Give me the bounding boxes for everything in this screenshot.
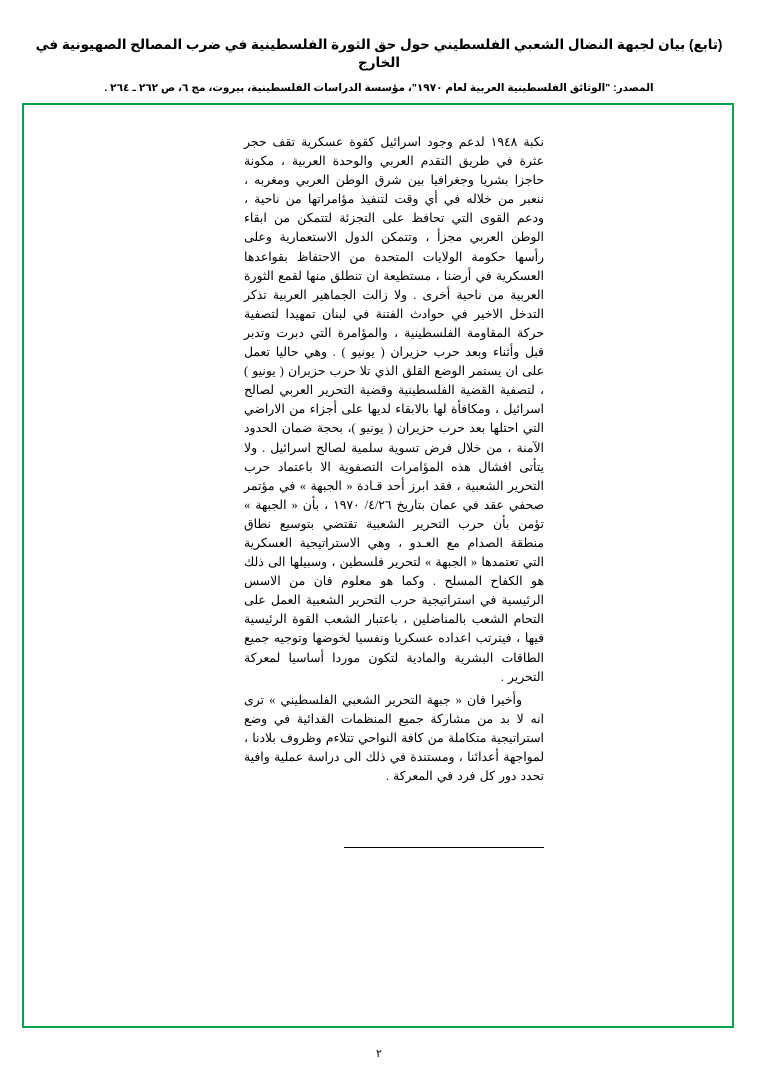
body-paragraph-2: وأخيرا فان « جبهة التحرير الشعبي الفلسطيني » ترى انه لا بد من مشاركة جميع المنظمات الفدائية في وضع استراتيجية متكاملة من كافة النواحي تتلاءم وظروف بلادنا ، لمواجهة أعدائنا ، ومستندة في ذلك الى دراسة عملية وافية تحدد دور كل فرد في المعركة .	[244, 692, 544, 784]
document-body	[244, 133, 544, 786]
horizontal-rule	[344, 847, 544, 848]
page-title: (تابع) بيان لجبهة النضال الشعبي الفلسطيني حول حق الثورة الفلسطينية في ضرب المصالح الصهيونية في الخارج	[35, 37, 723, 70]
page-number: ٢	[376, 1048, 382, 1060]
document-source-line: المصدر: "الوثائق الفلسطينية العربية لعام ١٩٧٠"، مؤسسة الدراسات الفلسطينية، بيروت، مج ٦، ص ٢٦٢ ـ ٢٦٤ .	[104, 82, 654, 95]
page-footer	[0, 1047, 758, 1060]
body-paragraph-1: نكبة ١٩٤٨ لدعم وجود اسرائيل كقوة عسكرية تقف حجر عثرة في طريق التقدم العربي والوحدة العربية ، مكونة حاجزا بشريا وجغرافيا بين شرق الوطن العربي ومغربه ، ننعبر من خلاله في أي وقت لتنفيذ مؤامراتها من ناحية ، ودعم القوى التي تحافظ على التجزئة لتتمكن من ابقاء الوطن العربي مجزأ ، وتتمكن الدول الاستعمارية وعلى رأسها حكومة الولايات المتحدة من الاحتفاظ بقواعدها العسكرية في أرضنا ، مستطيعة ان تنطلق منها لقمع الثورة العربية من ناحية أخرى . ولا زالت الجماهير العربية تذكر التدخل الاخير في حوادث الفتنة في لبنان تمهيدا لتصفية حركة المقاومة الفلسطينية ، والمؤامرة التي دبرت وتدبر قبل وأثناء وبعد حرب حزيران ( يونيو ) . وهي حاليا تعمل على ان يستمر الوضع القلق الذي تلا حرب حزيران ( يونيو ) ، لتصفية القضية الفلسطينية وقضية التحرير العربي لصالح اسرائيل ، ومكافأة لها بالابقاء لديها على أجزاء من الاراضي التي احتلها بعد حرب حزيران ( يونيو )، بحجة ضمان الحدود الآمنة ، من خلال فرض تسوية سلمية لصالح اسرائيل . ولا يتأتى افشال هذه المؤامرات التصفوية الا باعتماد حرب التحرير الشعبية ، فقد ابرز أحد قـادة « الجبهة » في مؤتمر صحفي عقد في عمان بتاريخ ٤/٢٦/ ١٩٧٠ ، بأن « الجبهة » تؤمن بأن حرب التحرير الشعبية تقتضي بتوسيع نطاق منطقة الصدام مع العـدو ، وهي الاستراتيجية العسكرية التي تعتمدها « الجبهة » لتحرير فلسطين ، وسبيلها الى ذلك هو الكفاح المسلح . وكما هو معلوم فان من الاسس الرئيسية في استراتيجية حرب التحرير الشعبية العمل على التحام الشعب بالمناضلين ، باعتبار الشعب القوة الرئيسية فيها ، فيترتب اعداده عسكريا ونفسيا لخوضها وتوجيه جميع الطاقات البشرية والمادية لتكون موردا أساسيا لمعركة التحرير .	[244, 135, 545, 684]
document-header	[0, 0, 758, 96]
content-frame	[22, 103, 734, 1028]
